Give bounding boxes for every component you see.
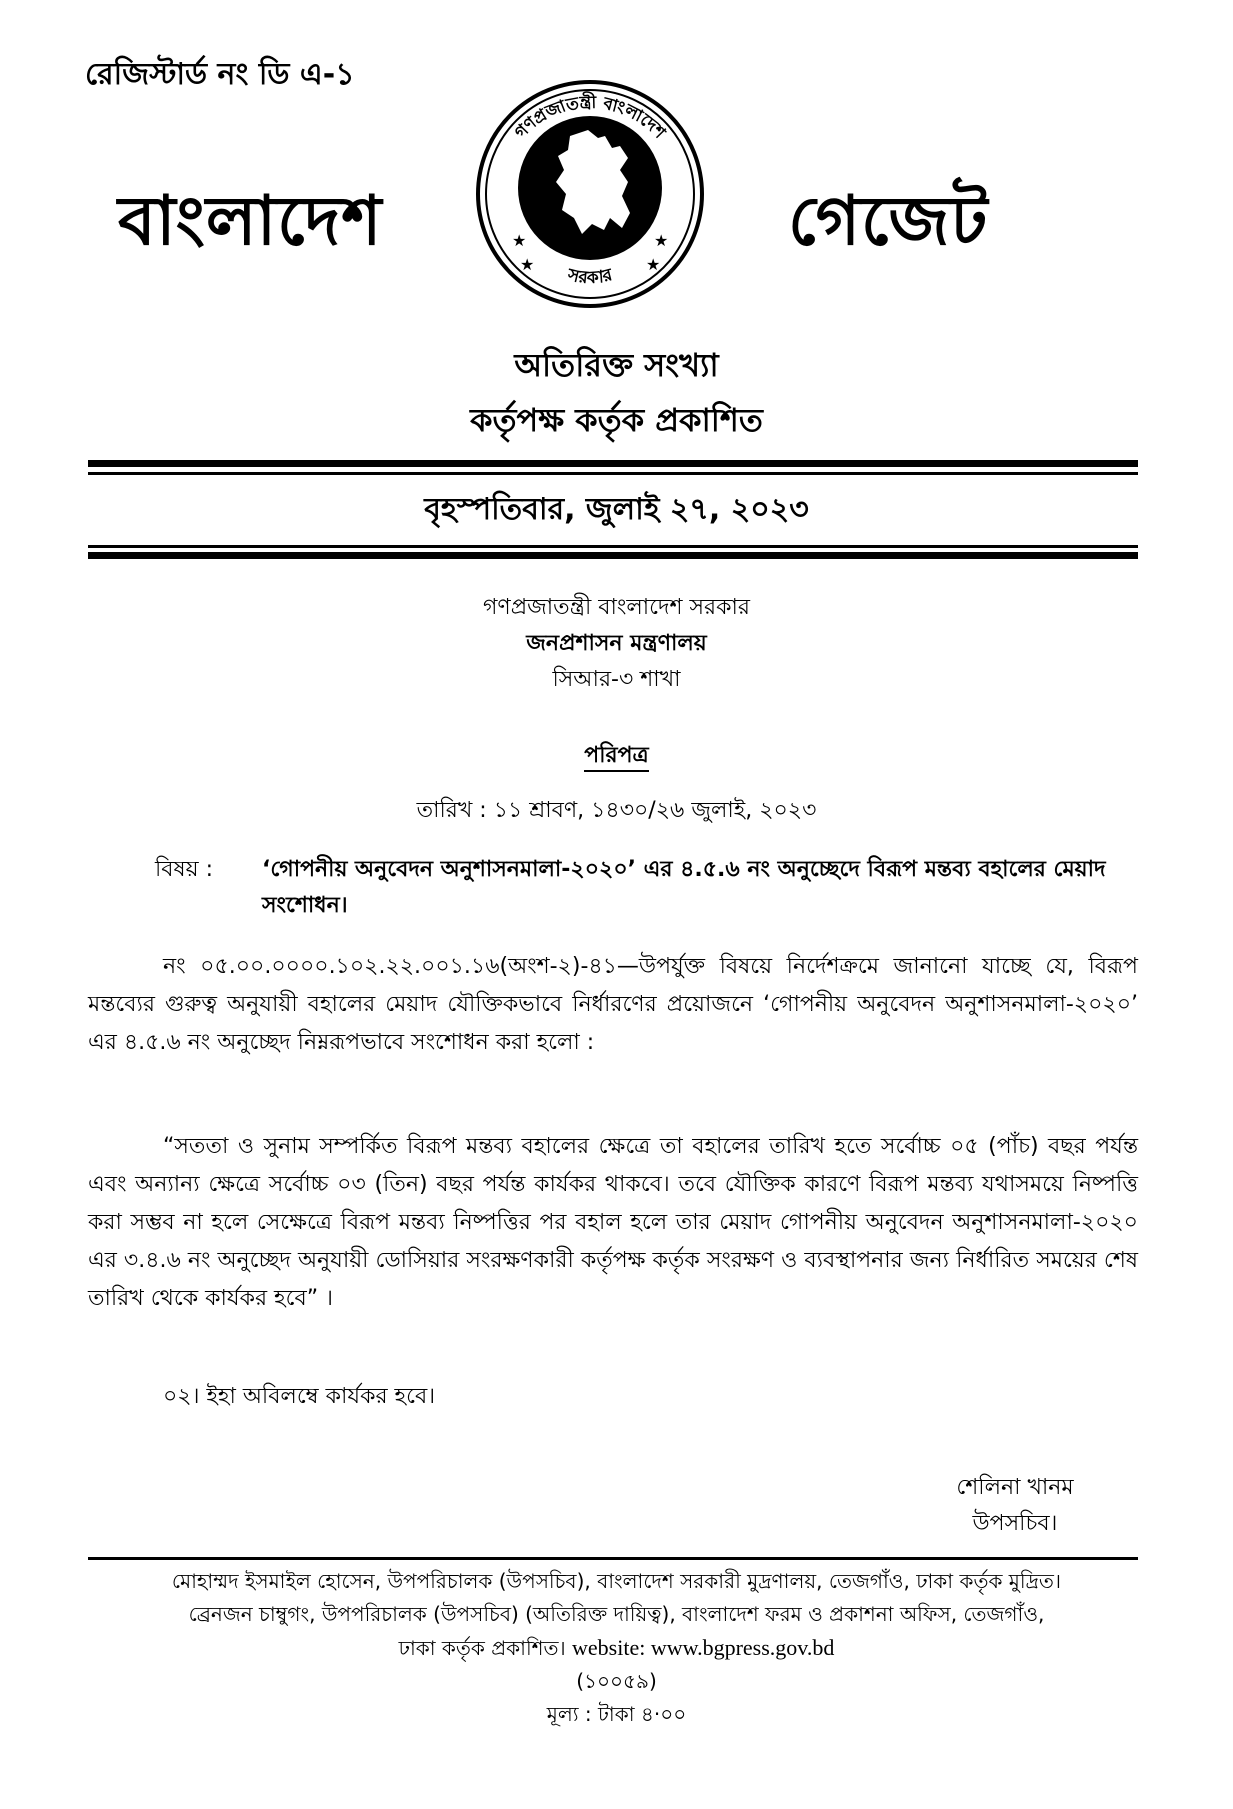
signatory-name: শেলিনা খানম: [956, 1475, 1074, 1500]
body-paragraph-1: নং ০৫.০০.০০০০.১০২.২২.০০১.১৬(অংশ-২)-৪১—উপর্যুক্ত বিষয়ে নির্দেশক্রমে জানানো যাচ্ছে যে, বিরূপ মন্তব্যের গুরুত্ব অনুযায়ী বহালের মেয়াদ যৌক্তিকভাবে নির্ধারণের প্রয়োজনে ‘গোপনীয় অনুবেদন অনুশাসনমালা-২০২০’ এর ৪.৫.৬ নং অনুচ্ছেদ নিম্নরূপভাবে সংশোধন করা হলো :: [88, 954, 1138, 1055]
body-paragraph-3: ০২। ইহা অবিলম্বে কার্যকর হবে।: [163, 1384, 436, 1409]
document-type-heading: [0, 738, 1233, 775]
price: মূল্য : টাকা ৪·০০: [546, 1702, 687, 1726]
svg-text:সরকার: [565, 265, 615, 289]
masthead-title-gazette: গেজেট: [788, 182, 989, 261]
body-paragraph-2-quoted-amendment: “সততা ও সুনাম সম্পর্কিত বিরূপ মন্তব্য বহালের ক্ষেত্রে তা বহালের তারিখ হতে সর্বোচ্চ ০৫ (পাঁচ) বছর পর্যন্ত এবং অন্যান্য ক্ষেত্রে সর্বোচ্চ ০৩ (তিন) বছর পর্যন্ত কার্যকর থাকবে। তবে যৌক্তিক কারণে বিরূপ মন্তব্য যথাসময়ে নিষ্পত্তি করা সম্ভব না হলে সেক্ষেত্রে বিরূপ মন্তব্য নিষ্পত্তির পর বহাল হলে তার মেয়াদ গোপনীয় অনুবেদন অনুশাসনমালা-২০২০ এর ৩.৪.৬ নং অনুচ্ছেদ অনুযায়ী ডোসিয়ার সংরক্ষণকারী কর্তৃপক্ষ কর্তৃক সংরক্ষণ ও ব্যবস্থাপনার জন্য নির্ধারিত সময়ের শেষ তারিখ থেকে কার্যকর হবে” ।: [88, 1134, 1138, 1311]
footer-rule: [88, 1557, 1138, 1560]
seal-star-icon: ★: [512, 231, 527, 250]
date-rule-thin: [88, 545, 1138, 548]
website-link[interactable]: website: www.bgpress.gov.bd: [572, 1635, 835, 1660]
registration-number: রেজিস্টার্ড নং ডি এ-১: [85, 57, 355, 92]
circular-date: তারিখ : ১১ শ্রাবণ, ১৪৩০/২৬ জুলাই, ২০২৩: [416, 798, 817, 823]
date-rule-thick: [88, 552, 1138, 559]
footer-imprint: [0, 1565, 1233, 1731]
publisher-imprint-line-1: ব্রেনজন চাম্বুগং, উপপরিচালক (উপসচিব) (অতিরিক্ত দায়িত্ব), বাংলাদেশ ফরম ও প্রকাশনা অফিস, তেজগাঁও,: [188, 1602, 1045, 1626]
subject-label: বিষয় :: [155, 857, 214, 882]
published-by-authority: কর্তৃপক্ষ কর্তৃক প্রকাশিত: [470, 401, 763, 439]
ministry-name: জনপ্রশাসন মন্ত্রণালয়: [526, 631, 707, 656]
seal-top-text: গণপ্রজাতন্ত্রী বাংলাদেশ: [510, 92, 670, 143]
gazette-date: বৃহস্পতিবার, জুলাই ২৭, ২০২৩: [424, 492, 809, 527]
serial-number: (১০০৫৯): [576, 1669, 657, 1693]
seal-bottom-text: সরকার: [565, 264, 615, 289]
seal-star-icon: ★: [654, 231, 669, 250]
subject-text: ‘গোপনীয় অনুবেদন অনুশাসনমালা-২০২০’ এর ৪.৫.৬ নং অনুচ্ছেদে বিরূপ মন্তব্য বহালের মেয়াদ সংশোধন।: [262, 857, 1106, 918]
printer-imprint: মোহাম্মদ ইসমাইল হোসেন, উপপরিচালক (উপসচিব), বাংলাদেশ সরকারী মুদ্রণালয়, তেজগাঁও, ঢাকা কর্তৃক মুদ্রিত।: [171, 1569, 1062, 1593]
seal-star-icon: ★: [520, 255, 535, 274]
header-rule-thin: [88, 472, 1138, 475]
header-rule-thick: [88, 460, 1138, 467]
government-name: গণপ্রজাতন্ত্রী বাংলাদেশ সরকার: [482, 595, 751, 620]
branch-name: সিআর-৩ শাখা: [552, 667, 681, 692]
issuer-block: [0, 590, 1233, 698]
extra-issue-label: অতিরিক্ত সংখ্যা: [514, 346, 719, 384]
signature-block: [900, 1470, 1130, 1542]
signatory-designation: উপসচিব।: [972, 1511, 1058, 1536]
government-seal-icon: [470, 78, 710, 310]
masthead-title-bangladesh: বাংলাদেশ: [118, 182, 383, 261]
seal-star-icon: ★: [646, 255, 661, 274]
document-type-label: পরিপত্র: [584, 743, 648, 772]
publisher-imprint-line-2: ঢাকা কর্তৃক প্রকাশিত।: [398, 1636, 566, 1660]
